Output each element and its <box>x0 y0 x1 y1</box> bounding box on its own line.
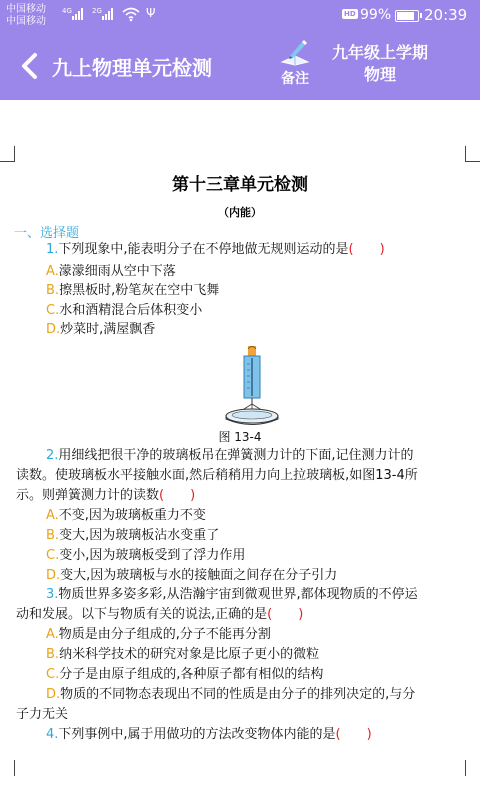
question-number: 4. <box>46 727 59 742</box>
crop-mark-top-left-h <box>0 161 15 162</box>
answer-paren: ( ) <box>348 242 385 257</box>
subject-label: 物理 <box>363 65 396 84</box>
option-key: D. <box>46 568 61 583</box>
option-text: 不变,因为玻璃板重力不变 <box>58 508 206 523</box>
question-number: 3. <box>46 587 59 602</box>
question-2 <box>46 446 414 466</box>
crop-mark-top-right-h <box>465 161 480 162</box>
option-key: B. <box>46 647 60 662</box>
app-header <box>0 32 480 100</box>
option-key: A. <box>46 508 59 523</box>
wifi-icon <box>122 6 140 22</box>
option-c <box>46 301 202 321</box>
question-text: 物质世界多姿多彩,从浩瀚宇宙到微观世界,都体现物质的不停运 <box>58 587 418 602</box>
network-type-1: 4G <box>62 7 72 15</box>
question-text: 示。则弹簧测力计的读数 <box>16 488 160 503</box>
question-number: 1. <box>46 242 59 257</box>
option-text: 炒菜时,满屋飘香 <box>60 322 156 337</box>
option-b <box>46 526 219 546</box>
option-key: A. <box>46 264 59 279</box>
usb-icon: Ψ <box>146 6 156 20</box>
chapter-title: 第十三章单元检测 <box>172 175 308 195</box>
option-d <box>46 566 337 586</box>
option-text: 水和酒精混合后体积变小 <box>59 303 203 318</box>
section-title: 一、选择题 <box>14 226 80 241</box>
signal-icon-2 <box>102 8 116 20</box>
option-key: C. <box>46 303 60 318</box>
page-title: 九上物理单元检测 <box>52 56 212 80</box>
carrier-2: 中国移动 <box>6 16 46 27</box>
option-key: B. <box>46 528 60 543</box>
question-4 <box>46 725 372 745</box>
question-text: 用细线把很干净的玻璃板吊在弹簧测力计的下面,记住测力计的 <box>58 448 414 463</box>
question-3-line-2 <box>16 605 303 625</box>
question-2-line-2: 读数。使玻璃板水平接触水面,然后稍稍用力向上拉玻璃板,如图13-4所 <box>16 468 418 483</box>
option-a <box>46 506 206 526</box>
option-key: D. <box>46 687 61 702</box>
grade-label: 九年级上学期 <box>331 43 428 62</box>
option-text: 物质的不同物态表现出不同的性质是由分子的排列决定的,与分 <box>60 687 416 702</box>
option-text: 濛濛细雨从空中下落 <box>58 264 176 279</box>
option-key: C. <box>46 667 60 682</box>
question-text: 动和发展。以下与物质有关的说法,正确的是 <box>16 607 268 622</box>
crop-mark-top-right <box>465 146 466 162</box>
figure-caption: 图 13-4 <box>218 430 262 444</box>
chapter-subtitle: （内能） <box>218 206 262 219</box>
option-c <box>46 665 323 685</box>
answer-paren: ( ) <box>267 607 304 622</box>
back-arrow-icon[interactable] <box>18 52 42 80</box>
question-2-line-3 <box>16 486 195 506</box>
option-c <box>46 546 245 566</box>
battery-percent: 99% <box>360 7 392 23</box>
option-a <box>46 262 176 282</box>
option-d-continued: 子力无关 <box>16 707 69 722</box>
crop-mark-bottom-right <box>465 760 466 776</box>
note-icon <box>278 38 312 66</box>
option-text: 擦黑板时,粉笔灰在空中飞舞 <box>59 283 220 298</box>
note-button[interactable] <box>272 38 318 94</box>
option-b <box>46 645 319 665</box>
question-text: 下列事例中,属于用做功的方法改变物体内能的是 <box>58 727 336 742</box>
answer-paren: ( ) <box>335 727 372 742</box>
network-type-2: 2G <box>92 7 102 15</box>
option-text: 变大,因为玻璃板与水的接触面之间存在分子引力 <box>60 568 338 583</box>
crop-mark-top-left <box>14 146 15 162</box>
note-label: 备注 <box>281 71 309 87</box>
spring-scale-figure <box>222 346 282 426</box>
carrier-1: 中国移动 <box>6 4 46 15</box>
answer-paren: ( ) <box>159 488 196 503</box>
option-key: B. <box>46 283 60 298</box>
question-text: 下列现象中,能表明分子在不停地做无规则运动的是 <box>58 242 349 257</box>
question-1 <box>46 240 385 260</box>
battery-icon <box>395 10 419 22</box>
option-text: 变小,因为玻璃板受到了浮力作用 <box>59 548 246 563</box>
crop-mark-bottom-left <box>14 760 15 776</box>
option-key: C. <box>46 548 60 563</box>
option-a <box>46 625 271 645</box>
hd-badge: HD <box>344 10 356 18</box>
option-key: D. <box>46 322 61 337</box>
option-key: A. <box>46 627 59 642</box>
option-text: 物质是由分子组成的,分子不能再分割 <box>58 627 271 642</box>
option-text: 变大,因为玻璃板沾水变重了 <box>59 528 220 543</box>
option-d <box>46 685 415 705</box>
question-number: 2. <box>46 448 59 463</box>
option-text: 分子是由原子组成的,各种原子都有相似的结构 <box>59 667 324 682</box>
option-b <box>46 281 219 301</box>
option-d <box>46 320 155 340</box>
grade-subject[interactable] <box>330 42 430 86</box>
signal-icon <box>72 8 86 20</box>
option-text: 纳米科学技术的研究对象是比原子更小的微粒 <box>59 647 320 662</box>
status-bar <box>0 0 480 32</box>
question-3 <box>46 585 418 605</box>
clock: 20:39 <box>424 6 468 24</box>
